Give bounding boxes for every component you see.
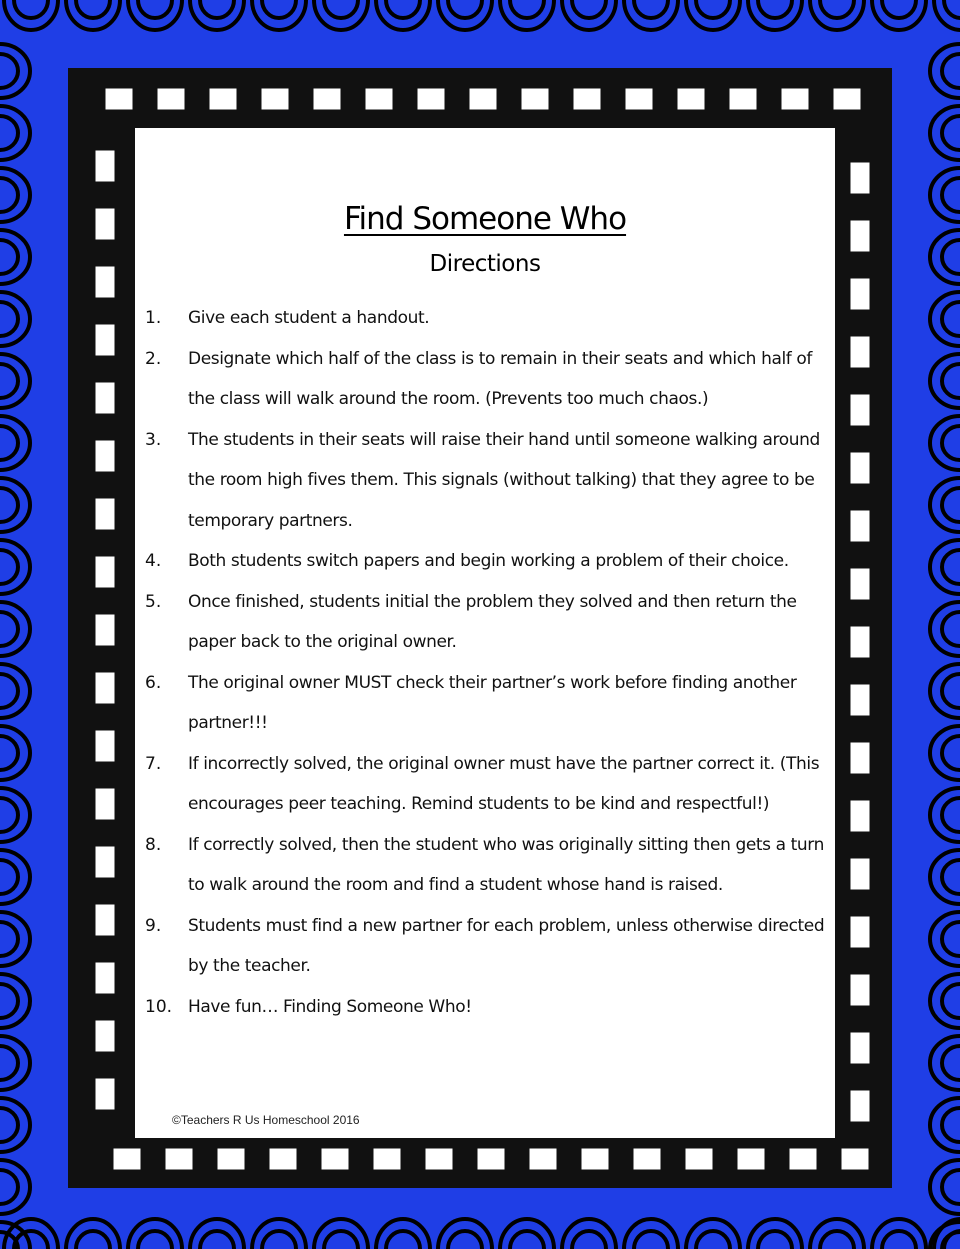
step-text: If correctly solved, then the student who was originally sitting then gets a turn to walk around the room and find a student whose hand is raised. [188,834,824,895]
step-number: 3. [145,429,162,450]
step-number: 5. [145,591,162,612]
page-subtitle: Directions [429,251,541,277]
step-text: Have fun… Finding Someone Who! [188,996,472,1017]
step-text: The students in their seats will raise their hand until someone walking around the room high fives them. This signals (without talking) that they agree to be temporary partners. [188,429,820,531]
direction-step [145,663,835,744]
step-text: Once finished, students initial the problem they solved and then return the paper back to the original owner. [188,591,797,652]
direction-step [145,339,835,420]
step-text: Designate which half of the class is to remain in their seats and which half of the class will walk around the room. (Prevents too much chaos.) [188,348,812,409]
direction-step [145,906,835,987]
step-text: The original owner MUST check their partner’s work before finding another partner!!! [188,672,797,733]
directions-page [135,128,835,1138]
step-number: 7. [145,753,162,774]
step-number: 10. [145,996,173,1017]
step-number: 4. [145,551,162,571]
direction-step [145,987,835,1028]
direction-step [145,582,835,663]
step-number: 8. [145,834,162,855]
step-number: 9. [145,915,162,936]
direction-step [145,298,835,339]
step-text: Give each student a handout. [188,308,430,328]
step-number: 6. [145,672,162,693]
step-text: Both students switch papers and begin working a problem of their choice. [188,551,789,571]
step-number: 2. [145,348,162,369]
page-title: Find Someone Who [343,201,627,237]
direction-step [145,420,835,542]
copyright-notice: ©Teachers R Us Homeschool 2016 [172,1113,360,1127]
directions-list [145,298,835,1027]
step-number: 1. [145,308,162,328]
direction-step [145,744,835,825]
direction-step [145,541,835,582]
step-text: Students must find a new partner for each problem, unless otherwise directed by the teacher. [188,915,825,976]
step-text: If incorrectly solved, the original owner must have the partner correct it. (This encourages peer teaching. Remind students to be kind and respectful!) [188,753,820,814]
direction-step [145,825,835,906]
